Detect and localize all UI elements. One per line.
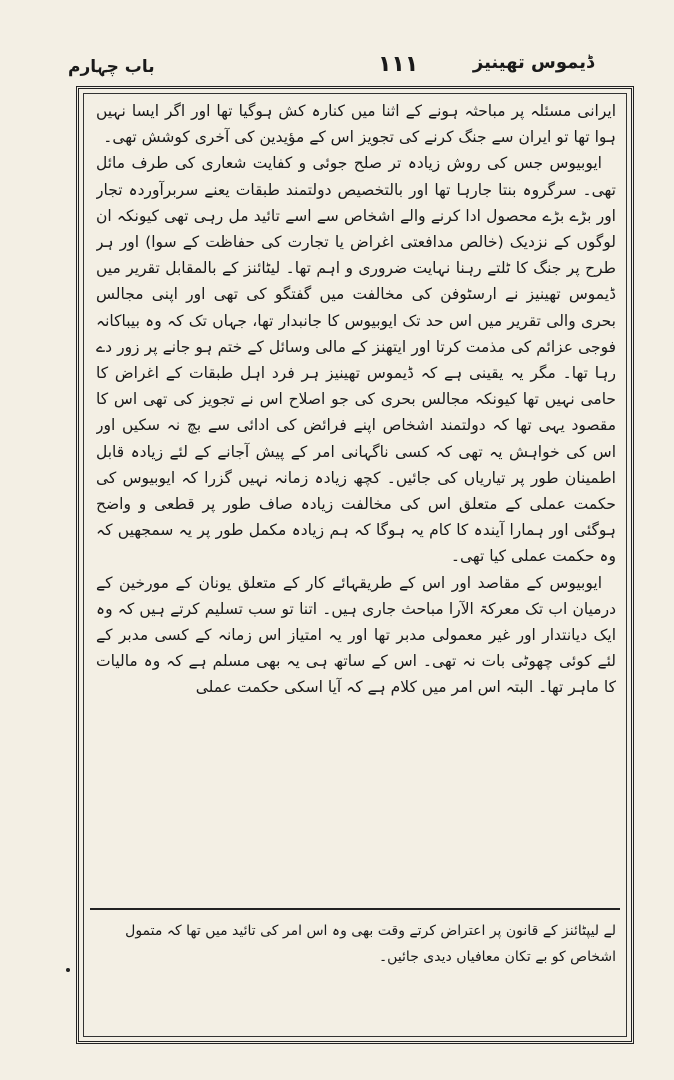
margin-mark [66,968,70,972]
footnote-divider [90,908,620,910]
chapter-title: باب چہارم [68,57,155,77]
paragraph: ایوبیوس کے مقاصد اور اس کے طریقہائے کار کے متعلق یونان کے مورخین کے درمیان اب تک معرکۃ الآرا مباحث جاری ہیں۔ اتنا تو سب تسلیم کرتے ہیں کہ وہ ایک دیانتدار اور غیر معمولی مدبر تھا اور یہ امتیاز اس زمانہ کے کسی مدبر کے لئے کوئی چھوٹی بات نہ تھی۔ اس کے ساتھ ہی یہ بھی مسلم ہے کہ وہ مالیات کا ماہر تھا۔ البتہ اس امر میں کلام ہے کہ آیا اسکی حکمت عملی [96,573,616,697]
page-header [60,50,614,86]
footnote: لے لیپٹائنز کے قانون پر اعتراض کرتے وقت بھی وہ اس امر کی تائید میں تھا کہ متمول اشخاص کو بے تکان معافیاں دیدی جائیں۔ [125,923,616,965]
main-text [96,98,616,898]
running-title: ڈیموس تھینیز [472,52,594,73]
paragraph: ایوبیوس جس کی روش زیادہ تر صلح جوئی و کفایت شعاری کی طرف مائل تھی۔ سرگروہ بنتا جارہا تھا اور بالتخصیص دولتمند طبقات یعنے سربرآوردہ تجار اور بڑے بڑے محصول ادا کرنے والے اشخاص سے اسے تائید مل رہی تھی کیونکہ ان لوگوں کے نزدیک (خالص مدافعتی اغراض یا تجارت کی حفاظت کے سوا) اور ہر طرح پر جنگ کا ٹلتے رہنا نہایت ضروری و اہم تھا۔ لیٹائنز کے بالمقابل تقریر میں ڈیموس تھینیز نے ارسٹوفن کی مخالفت میں گفتگو کی تھی اور اپنی مجالس بحری والی تقریر میں اس حد تک ایوبیوس کا جانبدار تھا، جہاں تک کہ وہ بیباکانہ فوجی عزائم کی مذمت کرتا اور ایتھنز کے مالی وسائل کے ختم ہو جانے پر زور دے رہا تھا۔ مگر یہ یقینی ہے کہ ڈیموس تھینیز ہر فرد اہل طبقات کے اغراض کا حامی نہیں تھا کیونکہ مجالس بحری کی جو اصلاح اس نے تجویز کی تھی اس کا مقصود یہی تھا کہ دولتمند اشخاص اپنے فرائض کی ادائی سے بچ نہ سکیں اور اس کی خواہش یہ تھی کہ کسی ناگہانی امر کے پیش آجانے کے لئے زیادہ قابل اطمینان طور پر تیاریاں کی جائیں۔ کچھ زیادہ زمانہ نہیں گزرا کہ ایوبیوس کی حکمت عملی کے متعلق اس کی مخالفت زیادہ صاف طور پر قطعی و واضح ہوگئی اور ہمارا آیندہ کا کام یہ ہوگا کہ ہم زیادہ مکمل طور پر یہ سمجھیں کہ وہ حکمت عملی کیا تھی۔ [96,154,616,566]
paragraph: ایرانی مسئلہ پر مباحثہ ہونے کے اثنا میں کنارہ کش ہوگیا تھا اور اگر ایسا نہیں ہوا تھا تو ایران سے جنگ کرنے کی تجویز اس کے مؤیدین کی آخری کوشش تھی۔ [96,102,616,147]
page-number: ۱۱۱ [378,52,419,77]
